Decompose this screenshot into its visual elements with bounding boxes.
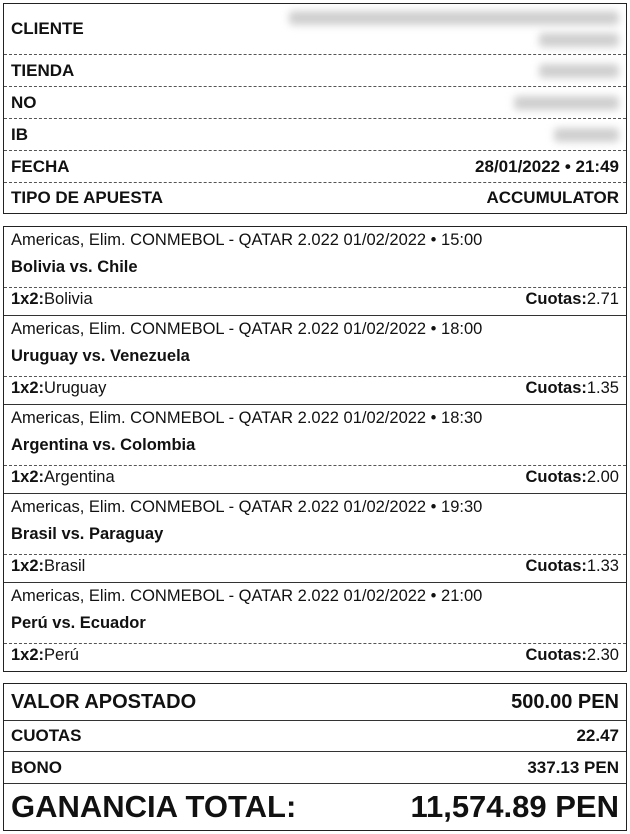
- market-label: 1x2:: [11, 557, 45, 575]
- event-info: Americas, Elim. CONMEBOL - QATAR 2.022 01/02/2022 • 15:00: [11, 231, 483, 249]
- odds-value: 2.30: [586, 646, 619, 664]
- odds-info: [525, 290, 619, 309]
- dashed-divider: [4, 376, 626, 377]
- no-label: NO: [11, 92, 37, 112]
- ib-row: [4, 119, 626, 151]
- ticket-header: [3, 3, 627, 214]
- selection-item: [4, 227, 626, 316]
- odds-label: Cuotas:: [525, 290, 587, 308]
- valor-apostado-label: VALOR APOSTADO: [11, 690, 197, 713]
- selections-list: [3, 226, 627, 672]
- tienda-row: [4, 55, 626, 87]
- odds-value: 2.00: [586, 468, 619, 486]
- match-name: Perú vs. Ecuador: [11, 614, 146, 632]
- selection-item: [4, 494, 626, 583]
- pick-value: Bolivia: [44, 290, 93, 308]
- no-row: [4, 87, 626, 119]
- event-info: Americas, Elim. CONMEBOL - QATAR 2.022 01/02/2022 • 21:00: [11, 587, 483, 605]
- ganancia-total-row: [4, 784, 626, 829]
- pick-info: [11, 468, 115, 487]
- tienda-value-redacted: [539, 64, 619, 78]
- cliente-value-redacted: [289, 11, 619, 47]
- ganancia-total-value: 11,574.89 PEN: [410, 788, 619, 824]
- pick-info: [11, 646, 79, 665]
- cuotas-value: 22.47: [576, 726, 619, 745]
- cliente-label: CLIENTE: [11, 19, 84, 38]
- odds-label: Cuotas:: [525, 646, 587, 664]
- selection-item: [4, 405, 626, 494]
- tipo-apuesta-row: [4, 183, 626, 212]
- totals-summary: [3, 683, 627, 831]
- odds-info: [525, 646, 619, 665]
- event-info: Americas, Elim. CONMEBOL - QATAR 2.022 01/02/2022 • 18:30: [11, 409, 483, 427]
- odds-info: [525, 379, 619, 398]
- selection-item: [4, 583, 626, 672]
- ib-label: IB: [11, 124, 28, 144]
- cuotas-row: [4, 721, 626, 752]
- cuotas-label: CUOTAS: [11, 726, 82, 745]
- odds-value: 1.35: [586, 379, 619, 397]
- odds-label: Cuotas:: [525, 379, 587, 397]
- event-info: Americas, Elim. CONMEBOL - QATAR 2.022 01/02/2022 • 18:00: [11, 320, 483, 338]
- tipo-apuesta-value: ACCUMULATOR: [486, 187, 619, 207]
- dashed-divider: [4, 643, 626, 644]
- fecha-label: FECHA: [11, 156, 70, 176]
- match-name: Argentina vs. Colombia: [11, 436, 196, 454]
- pick-value: Uruguay: [44, 379, 107, 397]
- tipo-apuesta-label: TIPO DE APUESTA: [11, 187, 164, 207]
- market-label: 1x2:: [11, 646, 45, 664]
- tienda-label: TIENDA: [11, 60, 75, 80]
- market-label: 1x2:: [11, 379, 45, 397]
- pick-info: [11, 557, 85, 576]
- bono-value: 337.13 PEN: [527, 757, 619, 777]
- ib-value-redacted: [554, 128, 619, 142]
- pick-value: Argentina: [44, 468, 115, 486]
- odds-info: [525, 557, 619, 576]
- pick-value: Perú: [44, 646, 79, 664]
- dashed-divider: [4, 465, 626, 466]
- cliente-row: [4, 4, 626, 55]
- odds-info: [525, 468, 619, 487]
- odds-value: 1.33: [586, 557, 619, 575]
- dashed-divider: [4, 554, 626, 555]
- fecha-row: [4, 151, 626, 183]
- match-name: Bolivia vs. Chile: [11, 258, 138, 276]
- market-label: 1x2:: [11, 290, 45, 308]
- odds-label: Cuotas:: [525, 468, 587, 486]
- match-name: Uruguay vs. Venezuela: [11, 347, 190, 365]
- odds-label: Cuotas:: [525, 557, 587, 575]
- valor-apostado-value: 500.00 PEN: [511, 690, 619, 713]
- dashed-divider: [4, 287, 626, 288]
- fecha-value: 28/01/2022 • 21:49: [475, 156, 619, 176]
- pick-info: [11, 379, 106, 398]
- no-value-redacted: [514, 96, 619, 110]
- pick-info: [11, 290, 93, 309]
- pick-value: Brasil: [44, 557, 86, 575]
- event-info: Americas, Elim. CONMEBOL - QATAR 2.022 01/02/2022 • 19:30: [11, 498, 483, 516]
- ganancia-total-label: GANANCIA TOTAL:: [11, 788, 297, 824]
- match-name: Brasil vs. Paraguay: [11, 525, 164, 543]
- odds-value: 2.71: [586, 290, 619, 308]
- valor-apostado-row: [4, 684, 626, 721]
- bono-label: BONO: [11, 757, 62, 777]
- bono-row: [4, 752, 626, 784]
- selection-item: [4, 316, 626, 405]
- market-label: 1x2:: [11, 468, 45, 486]
